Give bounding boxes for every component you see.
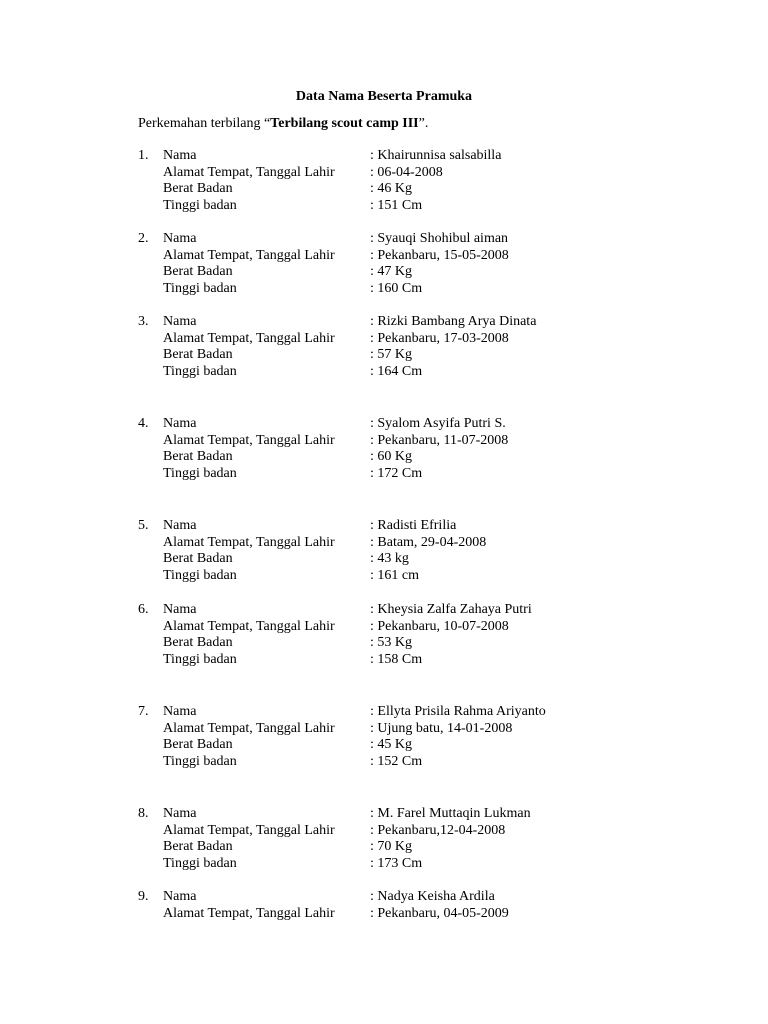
field-value: : Rizki Bambang Arya Dinata bbox=[370, 314, 537, 329]
field-row bbox=[138, 652, 698, 669]
field-row bbox=[138, 754, 698, 771]
field-label: Berat Badan bbox=[163, 181, 233, 197]
field-row bbox=[138, 165, 698, 182]
field-row bbox=[138, 231, 698, 248]
field-label: Berat Badan bbox=[163, 635, 233, 651]
field-value: : 57 Kg bbox=[370, 347, 412, 363]
entry-number: 2. bbox=[138, 231, 149, 246]
field-row bbox=[138, 535, 698, 552]
member-entry bbox=[138, 806, 698, 873]
member-entry bbox=[138, 602, 698, 669]
camp-name: Terbilang scout camp III bbox=[270, 116, 419, 131]
field-label: Tinggi badan bbox=[163, 364, 237, 380]
field-row bbox=[138, 704, 698, 721]
field-row bbox=[138, 737, 698, 754]
field-label: Berat Badan bbox=[163, 264, 233, 280]
member-entry bbox=[138, 889, 698, 922]
field-value: : Batam, 29-04-2008 bbox=[370, 534, 487, 550]
field-value: : Nadya Keisha Ardila bbox=[370, 889, 495, 904]
field-row bbox=[138, 248, 698, 265]
field-label: Nama bbox=[163, 231, 197, 246]
field-label: Alamat Tempat, Tanggal Lahir bbox=[163, 432, 335, 448]
field-row bbox=[138, 331, 698, 348]
field-row bbox=[138, 602, 698, 619]
field-label: Berat Badan bbox=[163, 839, 233, 855]
field-value: : Khairunnisa salsabilla bbox=[370, 148, 502, 163]
field-value: : 53 Kg bbox=[370, 635, 412, 651]
field-label: Nama bbox=[163, 806, 197, 821]
field-row bbox=[138, 635, 698, 652]
field-row bbox=[138, 148, 698, 165]
field-row bbox=[138, 619, 698, 636]
field-value: : Ujung batu, 14-01-2008 bbox=[370, 720, 513, 736]
field-row bbox=[138, 466, 698, 483]
field-value: : 70 Kg bbox=[370, 839, 412, 855]
field-value: : 158 Cm bbox=[370, 652, 423, 668]
field-label: Alamat Tempat, Tanggal Lahir bbox=[163, 164, 335, 180]
field-row bbox=[138, 568, 698, 585]
field-row bbox=[138, 181, 698, 198]
field-row bbox=[138, 839, 698, 856]
member-entry bbox=[138, 148, 698, 215]
field-value: : Pekanbaru, 17-03-2008 bbox=[370, 330, 509, 346]
entry-number: 9. bbox=[138, 889, 149, 904]
field-label: Alamat Tempat, Tanggal Lahir bbox=[163, 822, 335, 838]
entry-number: 5. bbox=[138, 518, 149, 533]
member-entry bbox=[138, 416, 698, 483]
member-entry bbox=[138, 704, 698, 771]
field-row bbox=[138, 823, 698, 840]
field-row bbox=[138, 314, 698, 331]
field-label: Alamat Tempat, Tanggal Lahir bbox=[163, 618, 335, 634]
entry-number: 7. bbox=[138, 704, 149, 719]
field-row bbox=[138, 264, 698, 281]
field-row bbox=[138, 281, 698, 298]
field-value: : Syalom Asyifa Putri S. bbox=[370, 416, 506, 431]
field-row bbox=[138, 198, 698, 215]
field-value: : 60 Kg bbox=[370, 449, 412, 465]
member-entry bbox=[138, 314, 698, 381]
intro-suffix: ”. bbox=[418, 116, 429, 131]
field-value: : Kheysia Zalfa Zahaya Putri bbox=[370, 602, 532, 617]
entry-number: 6. bbox=[138, 602, 149, 617]
field-label: Tinggi badan bbox=[163, 466, 237, 482]
field-value: : Radisti Efrilia bbox=[370, 518, 457, 533]
field-value: : 06-04-2008 bbox=[370, 164, 443, 180]
field-label: Tinggi badan bbox=[163, 652, 237, 668]
field-value: : Ellyta Prisila Rahma Ariyanto bbox=[370, 704, 546, 719]
field-label: Berat Badan bbox=[163, 551, 233, 567]
field-row bbox=[138, 906, 698, 923]
field-row bbox=[138, 889, 698, 906]
field-row bbox=[138, 347, 698, 364]
entry-number: 8. bbox=[138, 806, 149, 821]
field-value: : 172 Cm bbox=[370, 466, 423, 482]
field-label: Alamat Tempat, Tanggal Lahir bbox=[163, 905, 335, 921]
field-value: : Pekanbaru, 15-05-2008 bbox=[370, 247, 509, 263]
field-value: : Pekanbaru,12-04-2008 bbox=[370, 822, 506, 838]
entry-number: 4. bbox=[138, 416, 149, 431]
field-row bbox=[138, 433, 698, 450]
field-label: Nama bbox=[163, 148, 197, 163]
entry-number: 1. bbox=[138, 148, 149, 163]
field-value: : 47 Kg bbox=[370, 264, 412, 280]
field-label: Alamat Tempat, Tanggal Lahir bbox=[163, 330, 335, 346]
field-value: : 43 kg bbox=[370, 551, 409, 567]
field-value: : 161 cm bbox=[370, 568, 419, 584]
field-label: Tinggi badan bbox=[163, 856, 237, 872]
field-row bbox=[138, 518, 698, 535]
field-row bbox=[138, 449, 698, 466]
field-row bbox=[138, 806, 698, 823]
field-row bbox=[138, 721, 698, 738]
field-value: : Syauqi Shohibul aiman bbox=[370, 231, 509, 246]
field-label: Berat Badan bbox=[163, 449, 233, 465]
field-row bbox=[138, 856, 698, 873]
member-entry bbox=[138, 231, 698, 298]
field-label: Tinggi badan bbox=[163, 754, 237, 770]
field-label: Nama bbox=[163, 518, 197, 533]
field-value: : Pekanbaru, 04-05-2009 bbox=[370, 905, 509, 921]
field-row bbox=[138, 551, 698, 568]
field-row bbox=[138, 416, 698, 433]
field-label: Alamat Tempat, Tanggal Lahir bbox=[163, 534, 335, 550]
intro-line bbox=[138, 115, 428, 133]
page-title: Data Nama Beserta Pramuka bbox=[295, 89, 473, 104]
field-row bbox=[138, 364, 698, 381]
field-value: : Pekanbaru, 11-07-2008 bbox=[370, 432, 509, 448]
field-value: : M. Farel Muttaqin Lukman bbox=[370, 806, 531, 821]
field-label: Berat Badan bbox=[163, 347, 233, 363]
field-value: : 45 Kg bbox=[370, 737, 412, 753]
intro-prefix: Perkemahan terbilang “ bbox=[138, 116, 271, 131]
field-value: : 46 Kg bbox=[370, 181, 412, 197]
entry-number: 3. bbox=[138, 314, 149, 329]
field-label: Nama bbox=[163, 889, 197, 904]
field-label: Nama bbox=[163, 704, 197, 719]
member-entry bbox=[138, 518, 698, 585]
field-label: Nama bbox=[163, 602, 197, 617]
field-value: : 164 Cm bbox=[370, 364, 423, 380]
field-label: Tinggi badan bbox=[163, 198, 237, 214]
field-label: Tinggi badan bbox=[163, 281, 237, 297]
field-label: Nama bbox=[163, 416, 197, 431]
field-value: : 160 Cm bbox=[370, 281, 423, 297]
field-label: Tinggi badan bbox=[163, 568, 237, 584]
field-label: Alamat Tempat, Tanggal Lahir bbox=[163, 720, 335, 736]
field-value: : Pekanbaru, 10-07-2008 bbox=[370, 618, 509, 634]
field-value: : 173 Cm bbox=[370, 856, 423, 872]
field-label: Berat Badan bbox=[163, 737, 233, 753]
field-label: Nama bbox=[163, 314, 197, 329]
field-value: : 151 Cm bbox=[370, 198, 423, 214]
field-value: : 152 Cm bbox=[370, 754, 423, 770]
field-label: Alamat Tempat, Tanggal Lahir bbox=[163, 247, 335, 263]
